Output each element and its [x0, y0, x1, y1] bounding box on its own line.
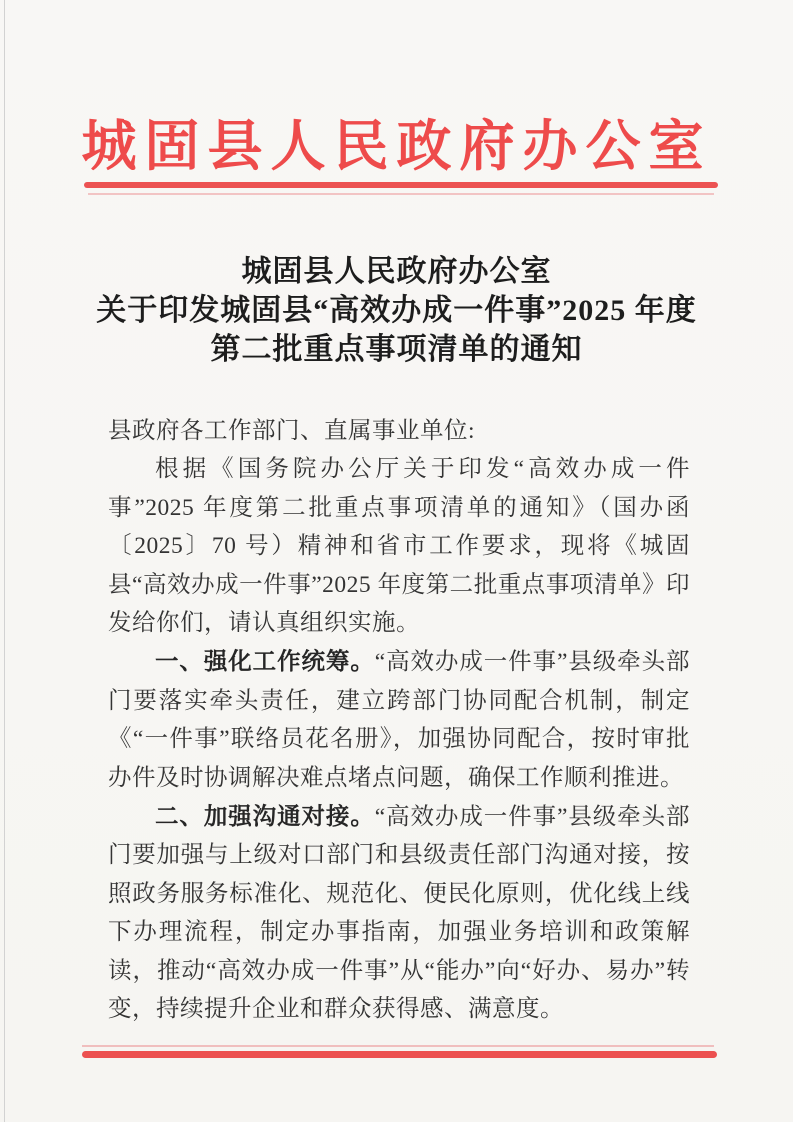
salutation: 县政府各工作部门、直属事业单位: [108, 418, 476, 444]
section-1-text: “高效办成一件事”县级牵头部门要落实牵头责任，建立跨部门协同配合机制，制定《“一件事”联络员花名册》，加强协同配合，按时审批办件及时协调解决难点堵点问题，确保工作顺利推进。 [108, 649, 690, 791]
section-2-heading: 二、加强沟通对接。 [155, 803, 375, 830]
paragraph-section-2 [108, 797, 690, 1028]
letterhead-divider-shadow [88, 193, 714, 195]
letterhead-agency-name: 城固县人民政府办公室 [81, 116, 712, 177]
document-body [108, 412, 690, 1029]
paragraph-section-1 [108, 642, 690, 797]
footer-divider [82, 1051, 717, 1058]
document-title-line-1: 城固县人民政府办公室 [241, 255, 552, 288]
letterhead-divider [84, 182, 718, 188]
section-2-text: “高效办成一件事”县级牵头部门要加强与上级对口部门和县级责任部门沟通对接，按照政务服务标准化、规范化、便民化原则，优化线上线下办理流程，制定办事指南，加强业务培训和政策解读，推动“高效办成一件事”从“能办”向“好办、易办”转变，持续提升企业和群众获得感、满意度。 [108, 804, 690, 1023]
document-title-line-3: 第二批重点事项清单的通知 [210, 333, 583, 366]
document-title-line-2: 关于印发城固县“高效办成一件事”2025 年度 [96, 294, 697, 327]
section-1-heading: 一、强化工作统筹。 [155, 648, 375, 675]
paragraph-intro: 根据《国务院办公厅关于印发“高效办成一件事”2025 年度第二批重点事项清单的通知》（国办函〔2025〕70 号）精神和省市工作要求，现将《城固县“高效办成一件事”2025 年度第二批重点事项清单》印发给你们，请认真组织实施。 [108, 456, 690, 637]
footer-divider-shadow [82, 1045, 714, 1047]
document-title [0, 252, 793, 369]
